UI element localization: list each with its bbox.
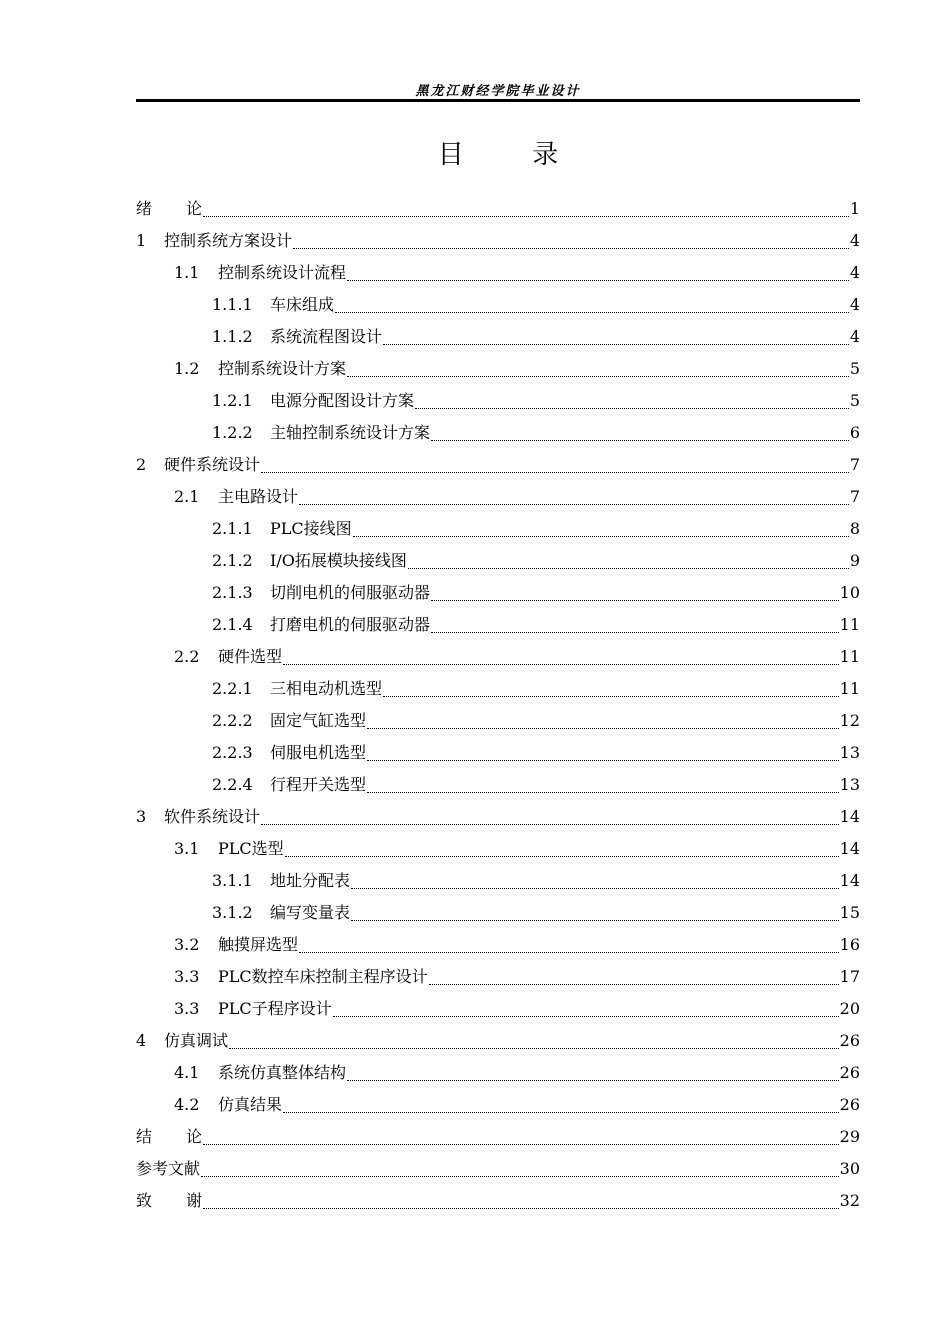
toc-entry-page: 11 — [839, 647, 860, 666]
toc-entry-number: 3.1.1 — [212, 871, 253, 890]
toc-entry[interactable] — [136, 1089, 860, 1121]
toc-entry-page: 11 — [839, 615, 860, 634]
toc-entry-title: 致谢 — [136, 1191, 237, 1210]
toc-entry-title: 伺服电机选型 — [270, 743, 367, 762]
toc-entry-number: 2.2.1 — [212, 679, 253, 698]
toc-entry[interactable] — [136, 609, 860, 641]
toc-leader-dots — [367, 746, 839, 761]
toc-leader-dots — [347, 266, 849, 281]
toc-entry[interactable] — [136, 897, 860, 929]
toc-leader-dots — [353, 522, 849, 537]
toc-entry-page: 1 — [849, 199, 860, 218]
toc-leader-dots — [283, 650, 839, 665]
toc-entry-page: 20 — [839, 999, 860, 1018]
toc-entry-number: 3 — [136, 807, 147, 826]
toc-entry-number: 2.2.4 — [212, 775, 253, 794]
toc-entry[interactable] — [136, 705, 860, 737]
toc-leader-dots — [335, 298, 849, 313]
toc-entry-title: 切削电机的伺服驱动器 — [270, 583, 431, 602]
toc-entry-title: 仿真结果 — [218, 1095, 283, 1114]
toc-leader-dots — [429, 970, 839, 985]
toc-entry-page: 4 — [849, 263, 860, 282]
toc-entry[interactable] — [136, 1057, 860, 1089]
toc-entry[interactable] — [136, 993, 860, 1025]
toc-entry-page: 4 — [849, 295, 860, 314]
toc-entry-number: 2.2 — [174, 647, 200, 666]
toc-entry-page: 26 — [839, 1095, 860, 1114]
toc-entry-number: 2.1.2 — [212, 551, 253, 570]
toc-entry-number: 2.2.3 — [212, 743, 253, 762]
toc-entry[interactable] — [136, 929, 860, 961]
toc-entry-number: 1.2.1 — [212, 391, 253, 410]
toc-leader-dots — [261, 810, 839, 825]
toc-entry[interactable] — [136, 449, 860, 481]
toc-entry[interactable] — [136, 801, 860, 833]
toc-entry[interactable] — [136, 1025, 860, 1057]
toc-entry[interactable] — [136, 545, 860, 577]
toc-entry-number: 2.1 — [174, 487, 200, 506]
toc-entry-page: 11 — [839, 679, 860, 698]
toc-leader-dots — [285, 842, 839, 857]
toc-entry-number: 1.1.1 — [212, 295, 253, 314]
toc-leader-dots — [203, 1130, 839, 1145]
toc-title-char-1: 目 — [437, 140, 464, 170]
toc-leader-dots — [431, 618, 839, 633]
toc-entry-title: 结论 — [136, 1127, 237, 1146]
toc-entry-page: 26 — [839, 1063, 860, 1082]
toc-leader-dots — [293, 234, 849, 249]
toc-entry-title: 控制系统方案设计 — [164, 231, 293, 250]
toc-entry-title: 硬件选型 — [218, 647, 283, 666]
toc-entry-title: 三相电动机选型 — [270, 679, 383, 698]
toc-entry-page: 10 — [839, 583, 860, 602]
toc-entry-number: 4.2 — [174, 1095, 200, 1114]
toc-entry-page: 14 — [839, 807, 860, 826]
toc-entry[interactable] — [136, 577, 860, 609]
toc-entry-title: PLC接线图 — [270, 519, 352, 538]
toc-leader-dots — [431, 426, 849, 441]
toc-entry-page: 5 — [849, 391, 860, 410]
toc-entry-number: 2.2.2 — [212, 711, 253, 730]
toc-entry[interactable] — [136, 1153, 860, 1185]
toc-entry[interactable] — [136, 641, 860, 673]
toc-entry-title: 地址分配表 — [270, 871, 351, 890]
toc-entry-number: 3.1.2 — [212, 903, 253, 922]
header-rule — [136, 99, 860, 102]
toc-entry[interactable] — [136, 737, 860, 769]
toc-entry-page: 14 — [839, 839, 860, 858]
toc-entry-title: 参考文献 — [136, 1159, 201, 1178]
toc-entry[interactable] — [136, 193, 860, 225]
toc-entry[interactable] — [136, 1185, 860, 1217]
toc-entry[interactable] — [136, 961, 860, 993]
toc-leader-dots — [333, 1002, 839, 1017]
toc-entry-title: 控制系统设计方案 — [218, 359, 347, 378]
toc-entry-page: 26 — [839, 1031, 860, 1050]
toc-entry-title: 电源分配图设计方案 — [270, 391, 415, 410]
toc-entry-page: 6 — [849, 423, 860, 442]
toc-title-char-2: 录 — [532, 140, 559, 170]
toc-entry-page: 8 — [849, 519, 860, 538]
toc-entry-page: 7 — [849, 455, 860, 474]
toc-entry-title: 控制系统设计流程 — [218, 263, 347, 282]
toc-leader-dots — [415, 394, 849, 409]
toc-entry-title: PLC数控车床控制主程序设计 — [218, 967, 428, 986]
toc-entry[interactable] — [136, 481, 860, 513]
toc-entry[interactable] — [136, 1121, 860, 1153]
toc-entry-title: 系统仿真整体结构 — [218, 1063, 347, 1082]
toc-entry-number: 4 — [136, 1031, 147, 1050]
toc-entry-number: 1.1 — [174, 263, 200, 282]
toc-entry-page: 15 — [839, 903, 860, 922]
toc-entry-number: 4.1 — [174, 1063, 200, 1082]
toc-entry-page: 32 — [839, 1191, 860, 1210]
toc-entry-number: 3.2 — [174, 935, 200, 954]
toc-leader-dots — [283, 1098, 839, 1113]
toc-entry[interactable] — [136, 353, 860, 385]
toc-entry-title: 车床组成 — [270, 295, 335, 314]
toc-entry-number: 2.1.4 — [212, 615, 253, 634]
toc-entry-number: 3.3 — [174, 999, 200, 1018]
toc-entry-page: 17 — [839, 967, 860, 986]
toc-entry-page: 16 — [839, 935, 860, 954]
toc-leader-dots — [351, 906, 839, 921]
toc-entry-title: 软件系统设计 — [164, 807, 261, 826]
toc-leader-dots — [383, 682, 839, 697]
toc-title — [136, 134, 860, 171]
toc-entry[interactable] — [136, 225, 860, 257]
toc-leader-dots — [201, 1162, 839, 1177]
toc-entry[interactable] — [136, 673, 860, 705]
toc-leader-dots — [367, 778, 839, 793]
toc-entry[interactable] — [136, 769, 860, 801]
toc-entry-page: 4 — [849, 327, 860, 346]
toc-leader-dots — [299, 938, 839, 953]
toc-entry-title: 仿真调试 — [164, 1031, 229, 1050]
toc-entry-page: 13 — [839, 775, 860, 794]
toc-entry-title: 主电路设计 — [218, 487, 299, 506]
toc-entry-page: 14 — [839, 871, 860, 890]
toc-entry-page: 9 — [849, 551, 860, 570]
toc-entry[interactable] — [136, 833, 860, 865]
toc-entry-page: 5 — [849, 359, 860, 378]
toc-entry-number: 1 — [136, 231, 147, 250]
toc-entry-number: 1.1.2 — [212, 327, 253, 346]
toc-entry-title: 触摸屏选型 — [218, 935, 299, 954]
toc-leader-dots — [299, 490, 849, 505]
toc-entry[interactable] — [136, 513, 860, 545]
toc-entry-page: 13 — [839, 743, 860, 762]
toc-leader-dots — [347, 362, 849, 377]
toc-entry-number: 2 — [136, 455, 147, 474]
toc-entry[interactable] — [136, 289, 860, 321]
toc-entry[interactable] — [136, 385, 860, 417]
toc-entry-title: PLC子程序设计 — [218, 999, 332, 1018]
toc-entry-title: PLC选型 — [218, 839, 284, 858]
toc-entry[interactable] — [136, 257, 860, 289]
toc-entry-number: 1.2 — [174, 359, 200, 378]
toc-leader-dots — [203, 202, 849, 217]
toc-entry-title: 绪论 — [136, 199, 237, 218]
toc-list — [136, 193, 860, 1217]
toc-entry-title: I/O拓展模块接线图 — [270, 551, 407, 570]
toc-leader-dots — [408, 554, 849, 569]
toc-entry-number: 1.2.2 — [212, 423, 253, 442]
toc-entry-page: 30 — [839, 1159, 860, 1178]
toc-entry-page: 7 — [849, 487, 860, 506]
toc-leader-dots — [383, 330, 849, 345]
toc-entry-page: 12 — [839, 711, 860, 730]
toc-entry-title: 硬件系统设计 — [164, 455, 261, 474]
toc-entry-number: 2.1.3 — [212, 583, 253, 602]
toc-entry-page: 29 — [839, 1127, 860, 1146]
toc-leader-dots — [261, 458, 849, 473]
toc-entry-title: 行程开关选型 — [270, 775, 367, 794]
toc-leader-dots — [203, 1194, 839, 1209]
page-header: 黑龙江财经学院毕业设计 — [415, 84, 581, 99]
toc-leader-dots — [367, 714, 839, 729]
toc-entry-title: 系统流程图设计 — [270, 327, 383, 346]
toc-entry-number: 3.3 — [174, 967, 200, 986]
toc-entry-title: 打磨电机的伺服驱动器 — [270, 615, 431, 634]
toc-entry-title: 固定气缸选型 — [270, 711, 367, 730]
toc-leader-dots — [351, 874, 839, 889]
toc-leader-dots — [431, 586, 839, 601]
toc-entry-title: 编写变量表 — [270, 903, 351, 922]
toc-entry[interactable] — [136, 865, 860, 897]
toc-leader-dots — [229, 1034, 839, 1049]
toc-entry[interactable] — [136, 321, 860, 353]
toc-entry-number: 2.1.1 — [212, 519, 253, 538]
toc-entry[interactable] — [136, 417, 860, 449]
toc-entry-number: 3.1 — [174, 839, 200, 858]
toc-leader-dots — [347, 1066, 839, 1081]
toc-entry-page: 4 — [849, 231, 860, 250]
toc-entry-title: 主轴控制系统设计方案 — [270, 423, 431, 442]
